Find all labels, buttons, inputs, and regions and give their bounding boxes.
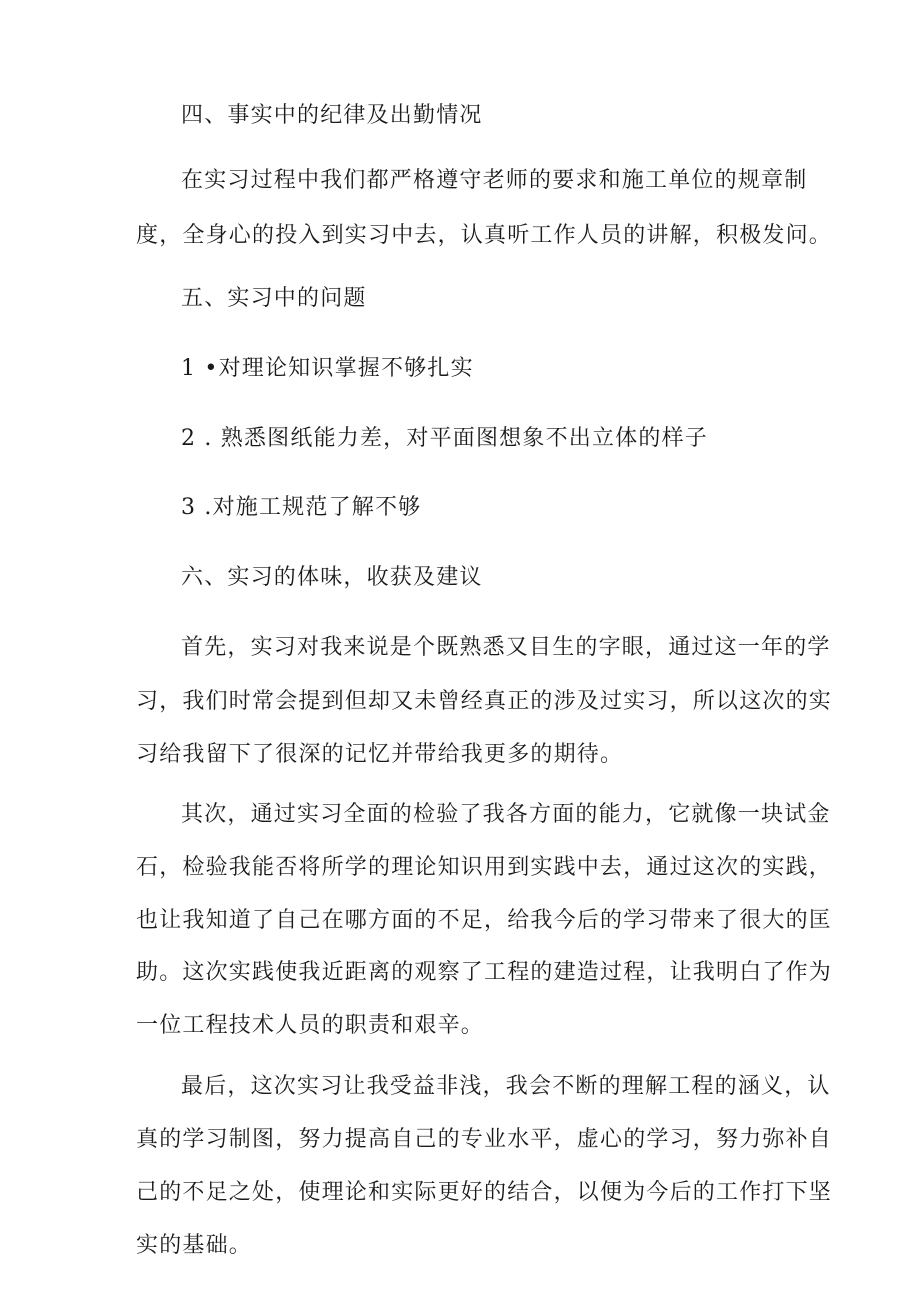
paragraph-line: 一位工程技术人员的职责和艰辛。 [136, 1013, 485, 1038]
paragraph-line: 也让我知道了自己在哪方面的不足，给我今后的学习带来了很大的匡 [136, 908, 833, 933]
section-heading-discipline: 四、事实中的纪律及出勤情况 [181, 103, 483, 128]
list-item: 1 •对理论知识掌握不够扎实 [181, 356, 474, 381]
list-item: 3 .对施工规范了解不够 [181, 495, 422, 520]
paragraph-line: 首先，实习对我来说是个既熟悉又目生的字眼，通过这一年的学 [181, 635, 831, 660]
paragraph-line: 其次，通过实习全面的检验了我各方面的能力，它就像一块试金 [181, 802, 831, 827]
section-heading-problems: 五、实习中的问题 [181, 286, 367, 311]
paragraph-line: 实的基础。 [136, 1233, 253, 1258]
paragraph-line: 最后，这次实习让我受益非浅，我会不断的理解工程的涵义，认 [181, 1074, 831, 1099]
paragraph-line: 习给我留下了很深的记忆并带给我更多的期待。 [136, 742, 624, 767]
paragraph-line: 石，检验我能否将所学的理论知识用到实践中去，通过这次的实践， [136, 855, 833, 880]
paragraph-line: 习，我们时常会提到但却又未曾经真正的涉及过实习，所以这次的实 [136, 689, 833, 714]
paragraph-line: 在实习过程中我们都严格遵守老师的要求和施工单位的规章制 [181, 168, 808, 193]
section-heading-experience: 六、实习的体味，收获及建议 [181, 565, 483, 590]
paragraph-line: 度，全身心的投入到实习中去，认真听工作人员的讲解，积极发问。 [136, 223, 833, 248]
paragraph-line: 助。这次实践使我近距离的观察了工程的建造过程，让我明白了作为 [136, 960, 833, 985]
paragraph-line: 己的不足之处，使理论和实际更好的结合，以便为今后的工作打下坚 [136, 1180, 833, 1205]
list-item: 2 . 熟悉图纸能力差，对平面图想象不出立体的样子 [181, 426, 708, 451]
paragraph-line: 真的学习制图，努力提高自己的专业水平，虚心的学习，努力弥补自 [136, 1127, 833, 1152]
